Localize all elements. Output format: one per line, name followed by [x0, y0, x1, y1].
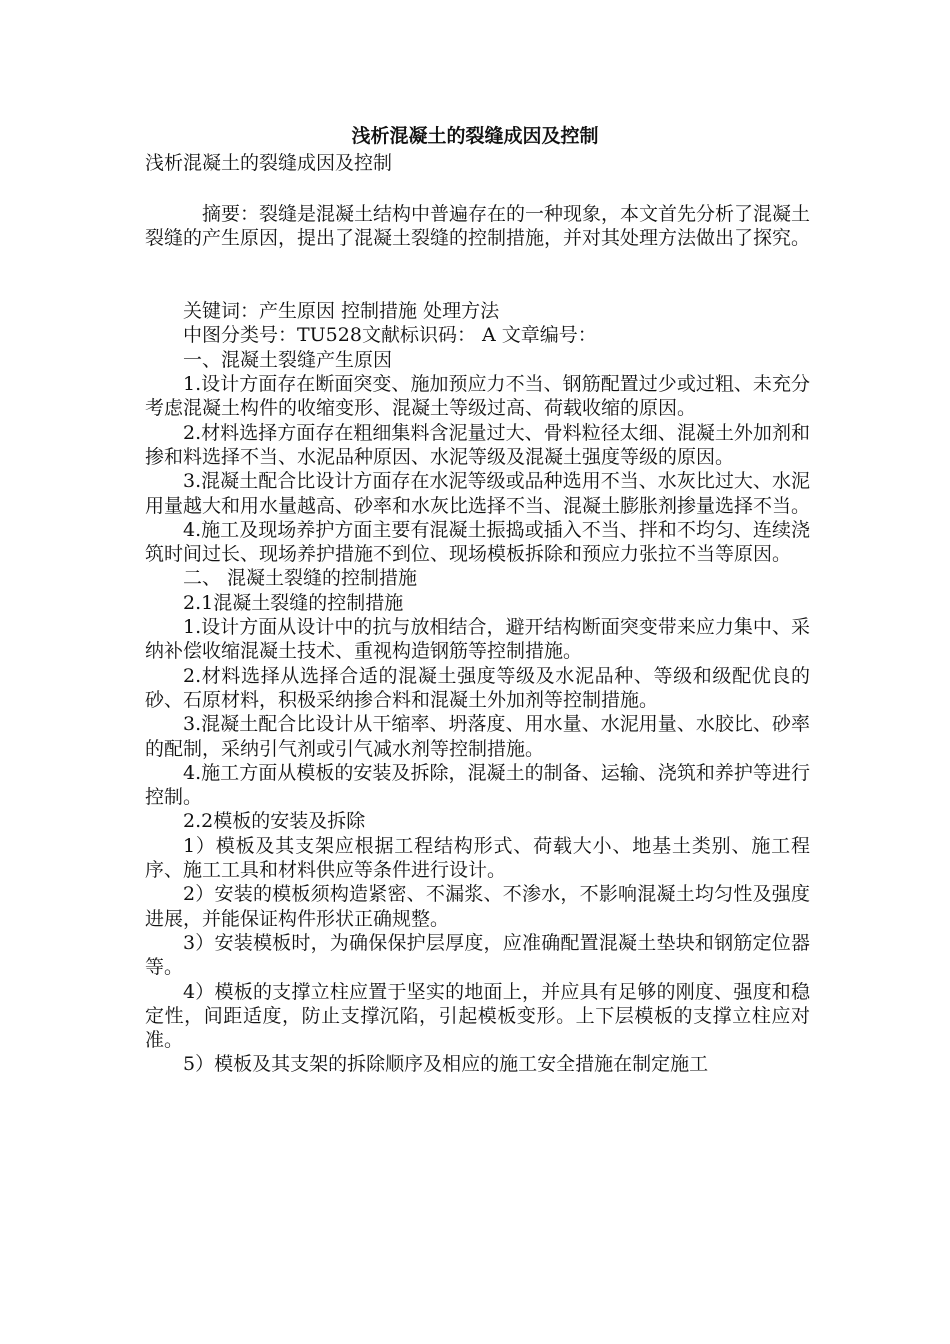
body-paragraph: 1）模板及其支架应根据工程结构形式、荷载大小、地基土类别、施工程序、施工工具和材料供应等条件进行设计。: [145, 834, 810, 882]
body-paragraph: 4）模板的支撑立柱应置于坚实的地面上，并应具有足够的刚度、强度和稳定性，间距适度，防止支撑沉陷，引起模板变形。上下层模板的支撑立柱应对准。: [145, 980, 810, 1052]
subsection-heading: 2.2模板的安装及拆除: [183, 810, 366, 833]
body-paragraph: 3.混凝土配合比设计方面存在水泥等级或品种选用不当、水灰比过大、水泥用量越大和用水量越高、砂率和水灰比选择不当、混凝土膨胀剂掺量选择不当。: [145, 470, 811, 517]
body-paragraph: 2.材料选择方面存在粗细集料含泥量过大、骨料粒径太细、混凝土外加剂和掺和料选择不当、水泥品种原因、水泥等级及混凝土强度等级的原因。: [145, 421, 810, 468]
blank-line: [145, 251, 810, 275]
body-paragraph: 4.施工方面从模板的安装及拆除，混凝土的制备、运输、浇筑和养护等进行控制。: [145, 761, 810, 809]
section-heading: 一、混凝土裂缝产生原因: [183, 348, 393, 371]
body-paragraph: 1.设计方面从设计中的抗与放相结合，避开结构断面突变带来应力集中、采纳补偿收缩混凝土技术、重视构造钢筋等控制措施。: [145, 616, 810, 663]
body-paragraph: 5）模板及其支架的拆除顺序及相应的施工安全措施在制定施工: [183, 1053, 709, 1076]
body-paragraph: 4.施工及现场养护方面主要有混凝土振捣或插入不当、拌和不均匀、连续浇筑时间过长、现场养护措施不到位、现场模板拆除和预应力张拉不当等原因。: [145, 518, 810, 566]
body-paragraph: 2）安装的模板须构造紧密、不漏浆、不渗水，不影响混凝土均匀性及强度进展，并能保证构件形状正确规整。: [145, 883, 810, 930]
subsection-heading: 2.1混凝土裂缝的控制措施: [183, 591, 404, 614]
document-body: [145, 202, 810, 1077]
body-paragraph: 3.混凝土配合比设计从干缩率、坍落度、用水量、水泥用量、水胶比、砂率的配制，采纳引气剂或引气减水剂等控制措施。: [145, 713, 810, 760]
section-heading: 二、 混凝土裂缝的控制措施: [183, 567, 418, 590]
document-subtitle: 浅析混凝土的裂缝成因及控制: [145, 152, 393, 174]
abstract-paragraph: 摘要：裂缝是混凝土结构中普遍存在的一种现象，本文首先分析了混凝土裂缝的产生原因，提出了混凝土裂缝的控制措施，并对其处理方法做出了探究。: [145, 203, 811, 250]
document-title: 浅析混凝土的裂缝成因及控制: [351, 125, 599, 147]
body-paragraph: 1.设计方面存在断面突变、施加预应力不当、钢筋配置过少或过粗、未充分考虑混凝土构件的收缩变形、混凝土等级过高、荷载收缩的原因。: [145, 373, 810, 420]
blank-line: [145, 275, 810, 299]
classification-line: 中图分类号：TU528文献标识码： A 文章编号：: [183, 324, 597, 347]
keywords-line: 关键词：产生原因 控制措施 处理方法: [183, 300, 500, 323]
body-paragraph: 3）安装模板时，为确保保护层厚度，应准确配置混凝土垫块和钢筋定位器等。: [145, 931, 810, 979]
body-paragraph: 2.材料选择从选择合适的混凝土强度等级及水泥品种、等级和级配优良的砂、石原材料，积极采纳掺合料和混凝土外加剂等控制措施。: [145, 664, 810, 711]
